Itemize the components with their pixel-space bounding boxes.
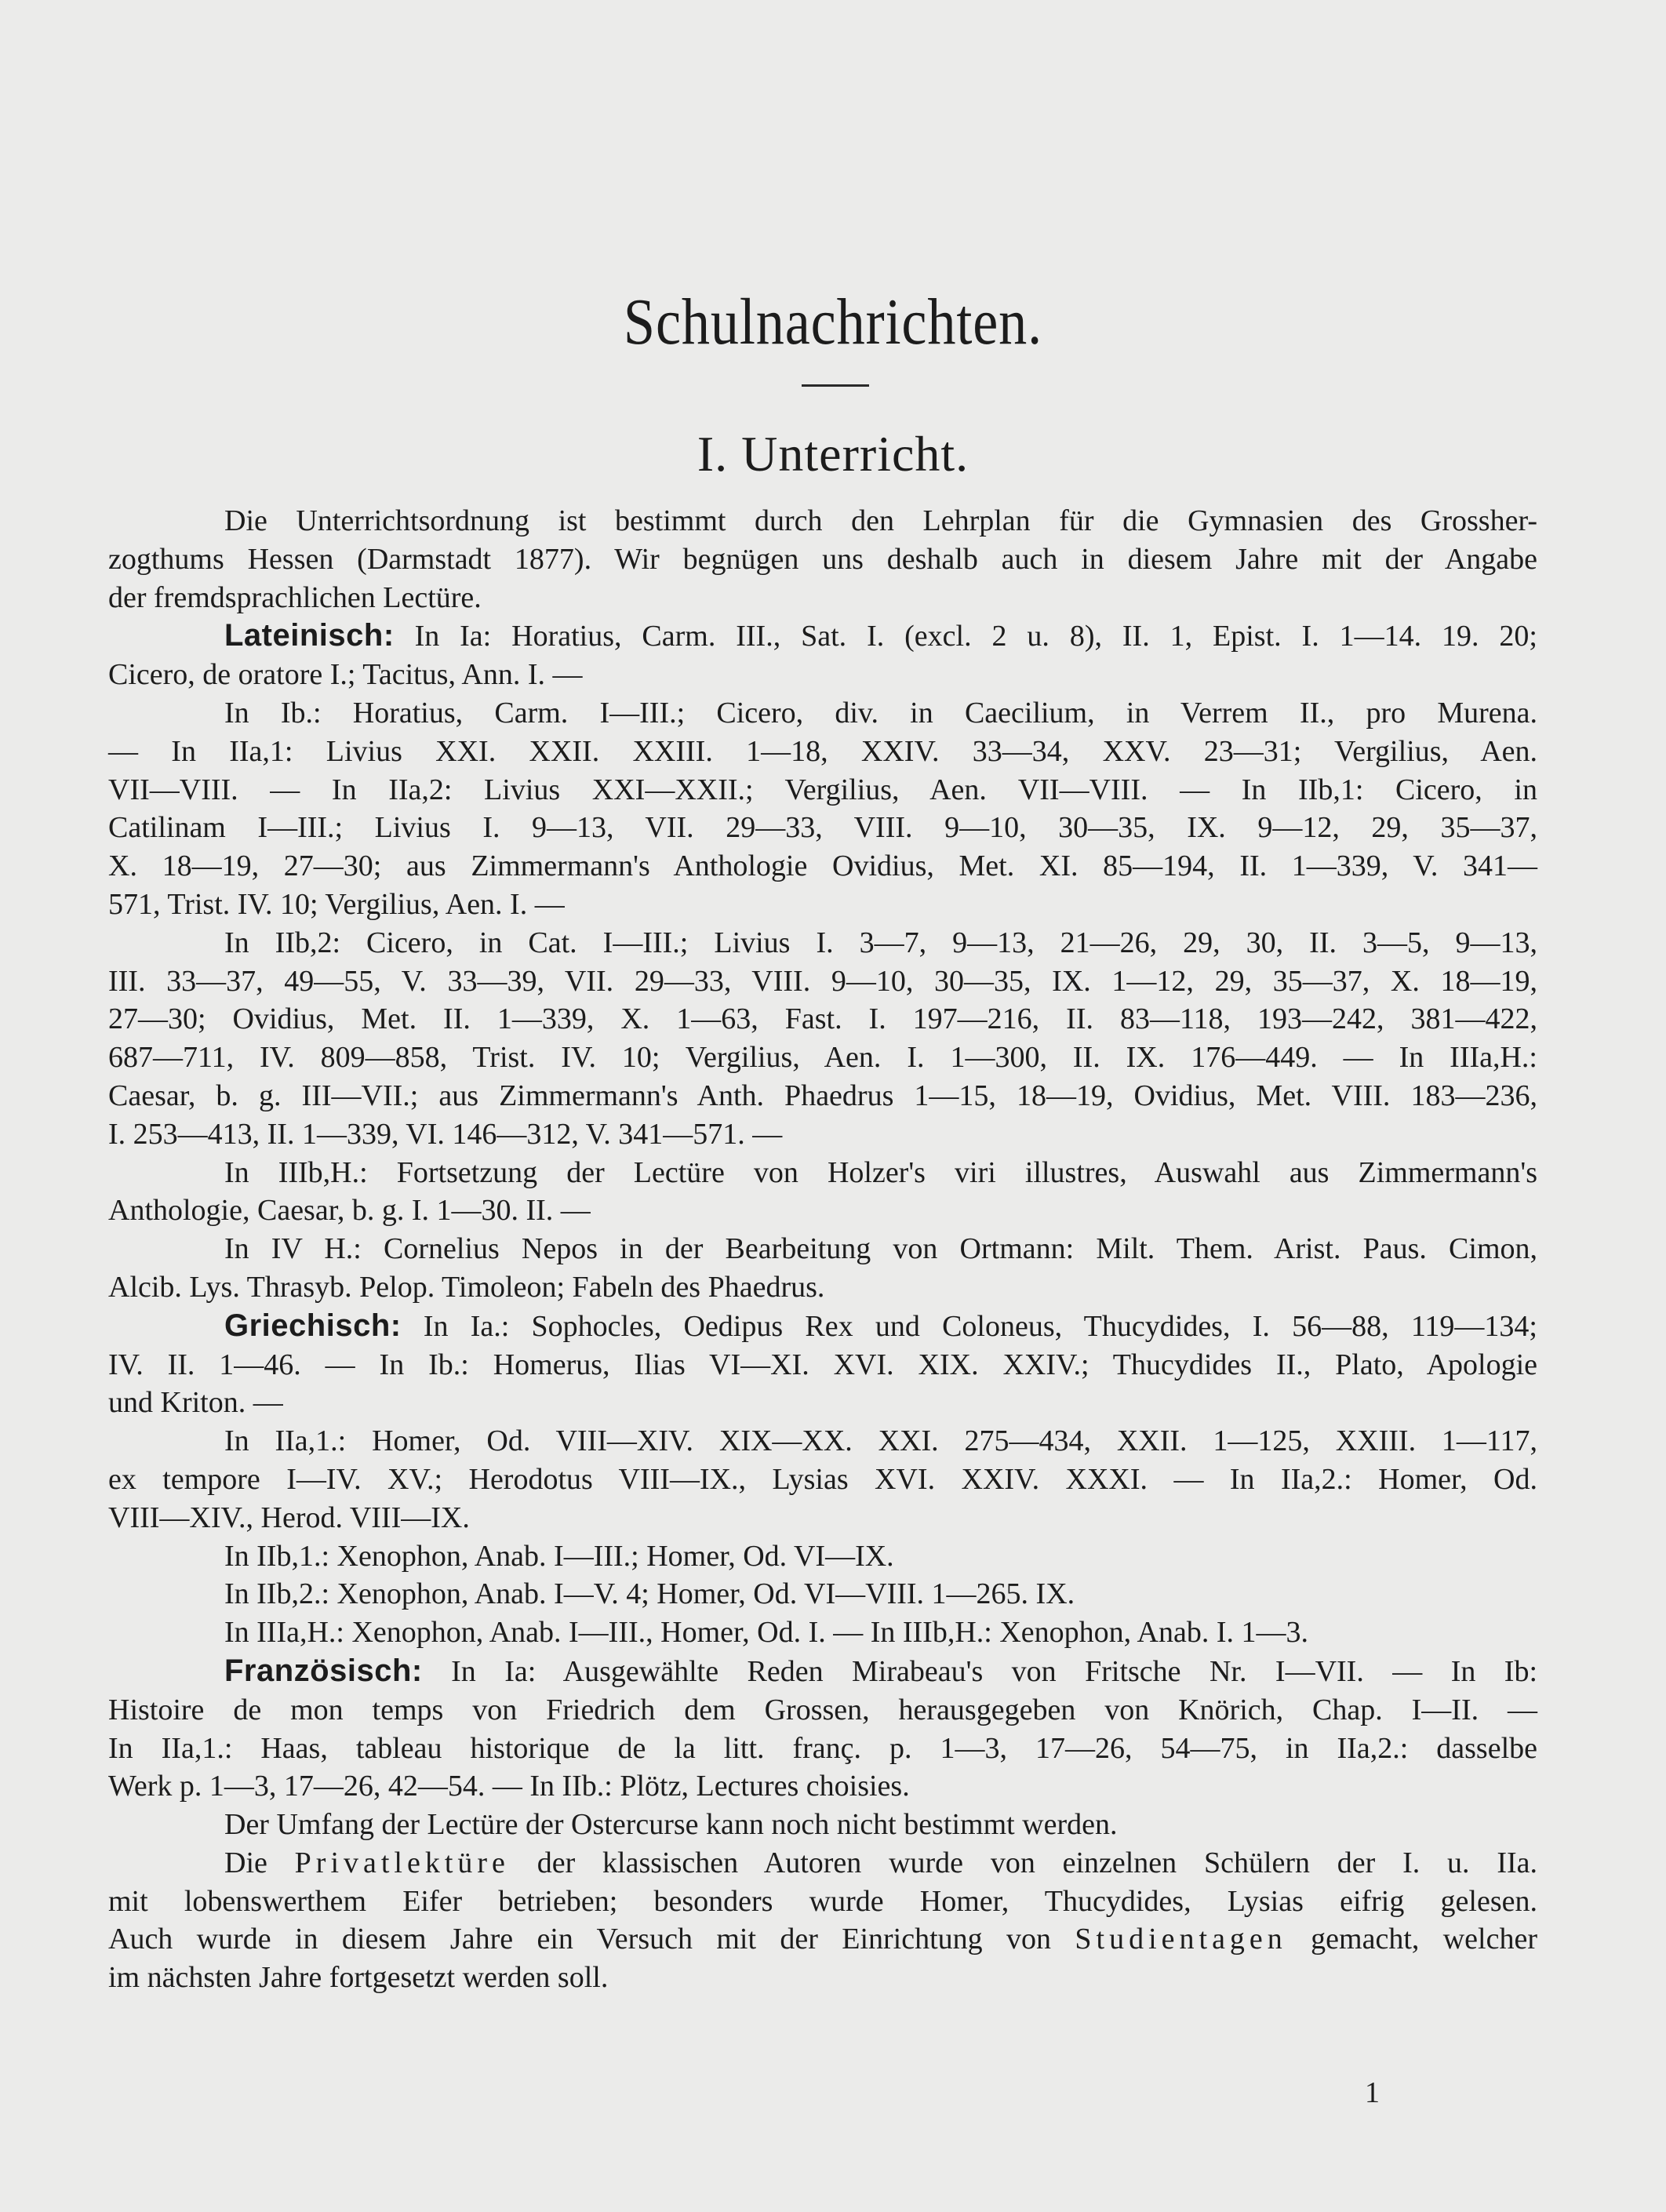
text-line: In IIIb,H.: Fortsetzung der Lectüre von Holzer's viri illustres, Auswahl aus Zimmermann's — [224, 1155, 1537, 1189]
text-line: der fremdsprachlichen Lectüre. — [108, 580, 482, 614]
page-number: 1 — [1365, 2076, 1380, 2109]
text-line: In IIa,1.: Haas, tableau historique de la litt. franç. p. 1—3, 17—26, 54—75, in IIa,2.: dasselbe — [108, 1731, 1537, 1765]
spaced-term-privatlektuere: Privatlektüre — [294, 1846, 510, 1879]
latein-paragraph-2 — [108, 694, 1537, 924]
griech-paragraph-1 — [108, 1307, 1537, 1422]
griech-paragraph-3 — [108, 1537, 1537, 1576]
intro-paragraph — [108, 502, 1537, 617]
title-divider — [802, 384, 869, 387]
text-line: Lateinisch: In Ia: Horatius, Carm. III., Sat. I. (excl. 2 u. 8), II. 1, Epist. I. 1—14. 19. 20; — [224, 618, 1537, 653]
body-text — [108, 502, 1537, 1997]
text-line: 571, Trist. IV. 10; Vergilius, Aen. I. — — [108, 887, 565, 921]
text-line: Anthologie, Caesar, b. g. I. 1—30. II. — — [108, 1194, 591, 1228]
spaced-term-studientagen: Studientagen — [1075, 1923, 1287, 1956]
text-line: VII—VIII. — In IIa,2: Livius XXI—XXII.; Vergilius, Aen. VII—VIII. — In IIb,1: Cicero, in — [108, 773, 1537, 806]
text-line: — In IIa,1: Livius XXI. XXII. XXIII. 1—18, XXIV. 33—34, XXV. 23—31; Vergilius, Aen. — [108, 734, 1537, 768]
text-line: X. 18—19, 27—30; aus Zimmermann's Anthologie Ovidius, Met. XI. 85—194, II. 1—339, V. 341— — [108, 850, 1537, 883]
text-line: IV. II. 1—46. — In Ib.: Homerus, Ilias VI—XI. XVI. XIX. XXIV.; Thucydides II., Plato, Apologie — [108, 1348, 1537, 1381]
text-line: Caesar, b. g. III—VII.; aus Zimmermann's Anth. Phaedrus 1—15, 18—19, Ovidius, Met. VIII. 183—236, — [108, 1079, 1537, 1112]
page-title: Schulnachrichten. — [623, 286, 1043, 358]
latein-paragraph-1 — [108, 617, 1537, 694]
text-line: Die Privatlektüre der klassischen Autoren wurde von einzelnen Schülern der I. u. IIa. — [224, 1846, 1537, 1879]
text-line: Alcib. Lys. Thrasyb. Pelop. Timoleon; Fabeln des Phaedrus. — [108, 1270, 825, 1304]
text-line: und Kriton. — — [108, 1386, 283, 1420]
griech-paragraph-4 — [108, 1575, 1537, 1614]
text-line: In IIb,2.: Xenophon, Anab. I—V. 4; Homer, Od. VI—VIII. 1—265. IX. — [224, 1577, 1075, 1611]
text-line: Auch wurde in diesem Jahre ein Versuch mit der Einrichtung von Studientagen gemacht, welcher — [108, 1923, 1537, 1956]
text-line: In IIa,1.: Homer, Od. VIII—XIV. XIX—XX. XXI. 275—434, XXII. 1—125, XXIII. 1—117, — [224, 1424, 1537, 1458]
latein-paragraph-3 — [108, 924, 1537, 1154]
closing-paragraph-1 — [108, 1806, 1537, 1844]
heading-franzoesisch: Französisch: — [224, 1653, 423, 1688]
heading-griechisch: Griechisch: — [224, 1308, 402, 1343]
heading-lateinisch: Lateinisch: — [224, 618, 395, 653]
text-line: 27—30; Ovidius, Met. II. 1—339, X. 1—63, Fast. I. 197—216, II. 83—118, 193—242, 381—422, — [108, 1002, 1537, 1036]
text-line: I. 253—413, II. 1—339, VI. 146—312, V. 341—571. — — [108, 1117, 783, 1151]
text-line: In Ib.: Horatius, Carm. I—III.; Cicero, div. in Caecilium, in Verrem II., pro Murena. — [224, 696, 1537, 729]
text-line: zogthums Hessen (Darmstadt 1877). Wir begnügen uns deshalb auch in diesem Jahre mit der Angabe — [108, 542, 1537, 576]
text-line: III. 33—37, 49—55, V. 33—39, VII. 29—33, VIII. 9—10, 30—35, IX. 1—12, 29, 35—37, X. 18—19, — [108, 964, 1537, 998]
griech-paragraph-5 — [108, 1614, 1537, 1652]
text-line: In IV H.: Cornelius Nepos in der Bearbeitung von Ortmann: Milt. Them. Arist. Paus. Cimon, — [224, 1232, 1537, 1266]
latein-paragraph-4 — [108, 1154, 1537, 1231]
text-line: Französisch: In Ia: Ausgewählte Reden Mirabeau's von Fritsche Nr. I—VII. — In Ib: — [224, 1653, 1537, 1688]
text-line: In IIb,2: Cicero, in Cat. I—III.; Livius I. 3—7, 9—13, 21—26, 29, 30, II. 3—5, 9—13, — [224, 926, 1537, 959]
text-line: ex tempore I—IV. XV.; Herodotus VIII—IX., Lysias XVI. XXIV. XXXI. — In IIa,2.: Homer, Od. — [108, 1462, 1537, 1496]
text-line: Die Unterrichtsordnung ist bestimmt durch den Lehrplan für die Gymnasien des Grossher- — [224, 504, 1537, 537]
text-line: In IIb,1.: Xenophon, Anab. I—III.; Homer, Od. VI—IX. — [224, 1539, 894, 1573]
text-line: Werk p. 1—3, 17—26, 42—54. — In IIb.: Plötz, Lectures choisies. — [108, 1770, 910, 1803]
text-line: Griechisch: In Ia.: Sophocles, Oedipus Rex und Coloneus, Thucydides, I. 56—88, 119—134; — [224, 1308, 1537, 1343]
text-line: Cicero, de oratore I.; Tacitus, Ann. I. — — [108, 658, 583, 692]
text-line: In IIIa,H.: Xenophon, Anab. I—III., Homer, Od. I. — In IIIb,H.: Xenophon, Anab. I. 1—3. — [224, 1616, 1309, 1650]
text-line: Der Umfang der Lectüre der Ostercurse kann noch nicht bestimmt werden. — [224, 1808, 1118, 1842]
text-line: 687—711, IV. 809—858, Trist. IV. 10; Vergilius, Aen. I. 1—300, II. IX. 176—449. — In IIIa,H.: — [108, 1041, 1537, 1075]
latein-paragraph-5 — [108, 1230, 1537, 1307]
section-title: I. Unterricht. — [697, 426, 969, 482]
text-line: im nächsten Jahre fortgesetzt werden soll. — [108, 1961, 609, 1995]
text-line: Histoire de mon temps von Friedrich dem Grossen, herausgegeben von Knörich, Chap. I—II. — — [108, 1693, 1537, 1726]
griech-paragraph-2 — [108, 1422, 1537, 1537]
text-line: mit lobenswerthem Eifer betrieben; besonders wurde Homer, Thucydides, Lysias eifrig gelesen. — [108, 1884, 1537, 1918]
closing-paragraph-2 — [108, 1844, 1537, 1997]
franz-paragraph-1 — [108, 1652, 1537, 1806]
text-line: Catilinam I—III.; Livius I. 9—13, VII. 29—33, VIII. 9—10, 30—35, IX. 9—12, 29, 35—37, — [108, 811, 1537, 845]
text-line: VIII—XIV., Herod. VIII—IX. — [108, 1501, 470, 1534]
